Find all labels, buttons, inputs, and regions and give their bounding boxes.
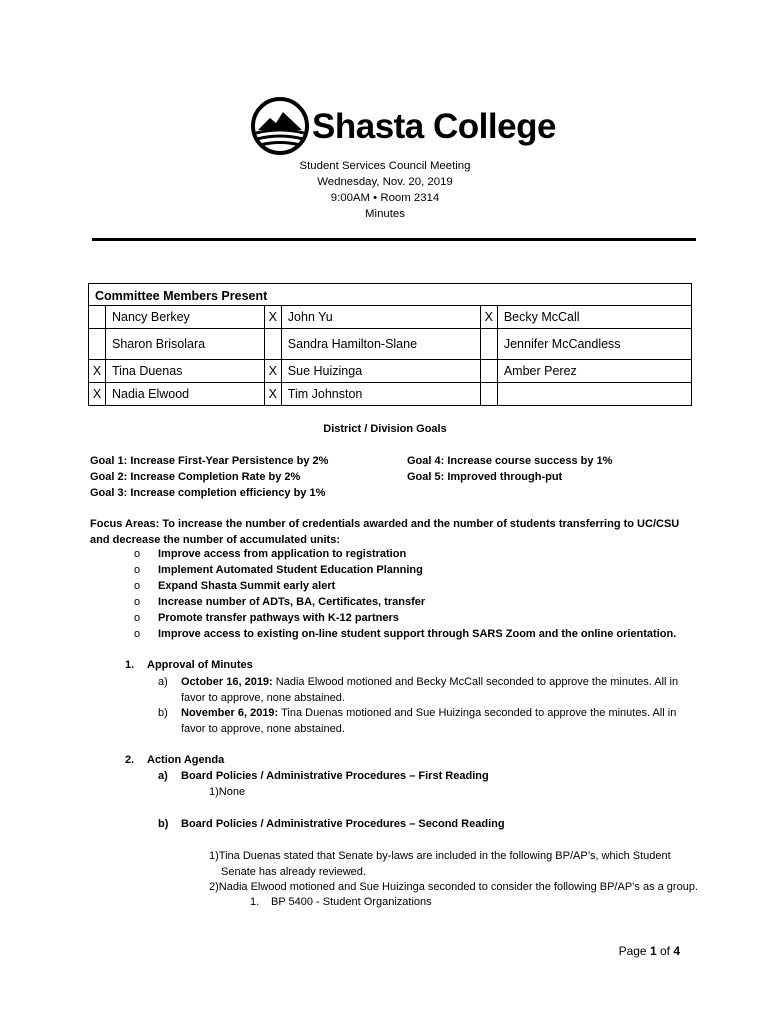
member-name: Sharon Brisolara — [106, 329, 265, 360]
bullet-marker: o — [134, 612, 141, 624]
focus-item-text: Improve access to existing on-line student support through SARS Zoom and the online orientation. — [158, 628, 677, 640]
member-name: Tim Johnston — [281, 383, 480, 406]
section-1-number: 1. — [125, 659, 135, 671]
attendance-mark — [89, 306, 106, 329]
member-name — [497, 383, 691, 406]
minutes-item-oct — [181, 674, 721, 706]
goals-left-column — [90, 453, 328, 501]
section-1-title: Approval of Minutes — [147, 659, 253, 671]
attendance-mark — [480, 329, 497, 360]
bullet-marker: o — [134, 548, 141, 560]
goal-3: Goal 3: Increase completion efficiency by 1% — [90, 487, 326, 499]
minutes-item-nov — [181, 705, 721, 737]
attendance-mark: X — [89, 360, 106, 383]
minutes-text-cont: favor to approve, none abstained. — [181, 692, 345, 704]
attendance-mark: X — [480, 306, 497, 329]
member-name: Sue Huizinga — [281, 360, 480, 383]
minutes-date: November 6, 2019: — [181, 707, 279, 719]
section-2-title: Action Agenda — [147, 754, 225, 766]
header-divider — [92, 238, 696, 241]
member-name: Nadia Elwood — [106, 383, 265, 406]
table-row — [89, 360, 692, 383]
focus-item-text: Improve access from application to registration — [158, 548, 407, 560]
list-item — [134, 594, 676, 610]
table-title: Committee Members Present — [89, 284, 692, 306]
policy-item: BP 5400 - Student Organizations — [271, 896, 432, 908]
item-label: b) — [158, 818, 169, 830]
meeting-time-room: 9:00AM • Room 2314 — [330, 192, 440, 204]
sub-item-label: 1. — [250, 896, 260, 908]
attendance-mark — [264, 329, 281, 360]
list-item — [134, 610, 676, 626]
member-name: Nancy Berkey — [106, 306, 265, 329]
member-name: Amber Perez — [497, 360, 691, 383]
focus-item-text: Implement Automated Student Education Planning — [158, 564, 423, 576]
focus-areas-list — [134, 546, 676, 642]
goals-heading: District / Division Goals — [323, 423, 447, 435]
first-reading-item: 1)None — [209, 786, 246, 798]
minutes-text: Nadia Elwood motioned and Becky McCall seconded to approve the minutes. All in — [272, 676, 679, 688]
logo-text: Shasta College — [312, 107, 556, 146]
page-number: Page 1 of 4 — [618, 944, 680, 958]
list-item — [134, 546, 676, 562]
goal-4: Goal 4: Increase course success by 1% — [407, 455, 613, 467]
second-reading-item-1: 1)Tina Duenas stated that Senate by-laws are included in the following BP/AP’s, which Student Senate has already reviewed. — [209, 850, 671, 878]
member-name: Becky McCall — [497, 306, 691, 329]
bullet-marker: o — [134, 628, 141, 640]
list-item — [134, 626, 676, 642]
minutes-text: Tina Duenas motioned and Sue Huizinga seconded to approve the minutes. All in — [278, 707, 677, 719]
table-row — [89, 329, 692, 360]
committee-members-table — [88, 283, 692, 406]
item-label: b) — [158, 707, 168, 719]
second-reading-item-2: 2)Nadia Elwood motioned and Sue Huizinga seconded to consider the following BP/AP’s as a group. — [209, 881, 698, 893]
focus-item-text: Promote transfer pathways with K-12 partners — [158, 612, 399, 624]
attendance-mark — [480, 383, 497, 406]
attendance-mark: X — [264, 306, 281, 329]
meeting-info — [0, 158, 770, 222]
minutes-text-cont: favor to approve, none abstained. — [181, 723, 345, 735]
item-label: a) — [158, 770, 168, 782]
attendance-mark — [89, 329, 106, 360]
focus-item-text: Expand Shasta Summit early alert — [158, 580, 336, 592]
bullet-marker: o — [134, 564, 141, 576]
attendance-mark: X — [89, 383, 106, 406]
minutes-date: October 16, 2019: — [181, 676, 273, 688]
focus-areas-text: Focus Areas: To increase the number of credentials awarded and the number of students transferring to UC/CSU and decrease the number of accumulated units: — [90, 518, 680, 546]
member-name: Tina Duenas — [106, 360, 265, 383]
bullet-marker: o — [134, 580, 141, 592]
list-item — [134, 562, 676, 578]
member-name: Jennifer McCandless — [497, 329, 691, 360]
goal-5: Goal 5: Improved through-put — [407, 471, 563, 483]
first-reading-title: Board Policies / Administrative Procedures – First Reading — [181, 770, 489, 782]
meeting-title: Student Services Council Meeting — [299, 160, 471, 172]
focus-item-text: Increase number of ADTs, BA, Certificates, transfer — [158, 596, 426, 608]
member-name: John Yu — [281, 306, 480, 329]
table-row — [89, 383, 692, 406]
member-name: Sandra Hamilton-Slane — [281, 329, 480, 360]
attendance-mark — [480, 360, 497, 383]
table-row — [89, 306, 692, 329]
goal-2: Goal 2: Increase Completion Rate by 2% — [90, 471, 301, 483]
item-label: a) — [158, 676, 168, 688]
bullet-marker: o — [134, 596, 141, 608]
section-2-number: 2. — [125, 754, 135, 766]
meeting-doc-type: Minutes — [365, 208, 405, 220]
attendance-mark: X — [264, 383, 281, 406]
college-logo — [250, 96, 556, 156]
list-item — [134, 578, 676, 594]
meeting-date: Wednesday, Nov. 20, 2019 — [317, 176, 453, 188]
second-reading-title: Board Policies / Administrative Procedures – Second Reading — [181, 818, 505, 830]
attendance-mark: X — [264, 360, 281, 383]
table-title-row — [89, 284, 692, 306]
mountain-sun-logo-icon — [250, 96, 310, 156]
goal-1: Goal 1: Increase First-Year Persistence by 2% — [90, 455, 329, 467]
goals-right-column — [407, 453, 612, 485]
